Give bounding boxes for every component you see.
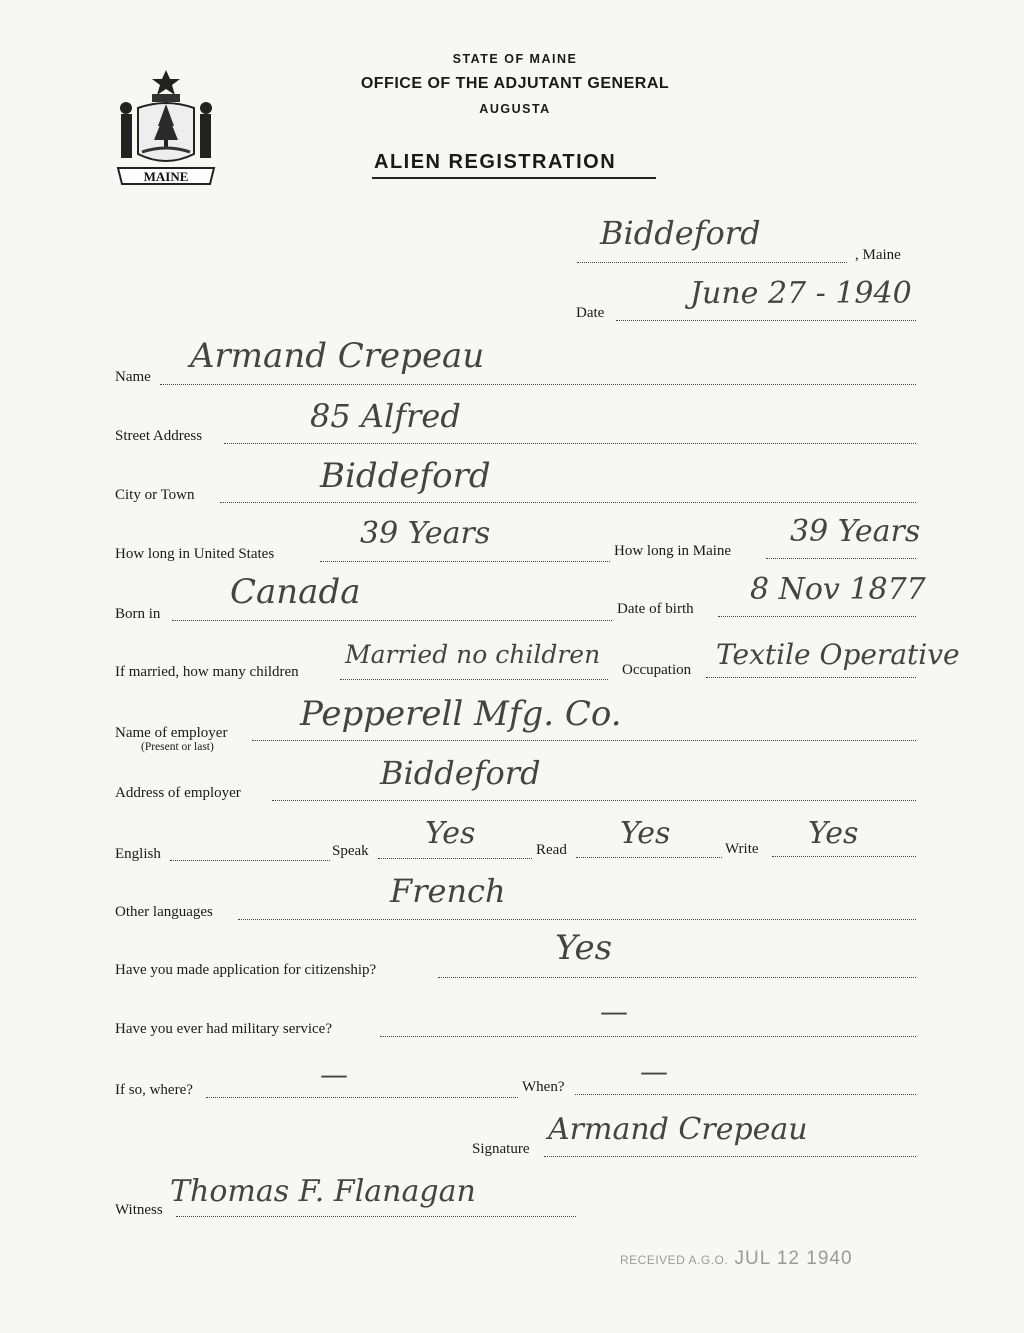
speak-label: Speak xyxy=(332,843,369,859)
where-label: If so, where? xyxy=(115,1082,193,1098)
signature-value: Armand Crepeau xyxy=(548,1112,808,1147)
stamp-date: JUL 12 1940 xyxy=(734,1248,853,1269)
citizenship-value: Yes xyxy=(555,928,613,968)
write-value: Yes xyxy=(808,816,859,851)
street-value: 85 Alfred xyxy=(310,397,461,435)
read-value: Yes xyxy=(620,816,671,851)
employer-value: Pepperell Mfg. Co. xyxy=(300,694,622,734)
place-value: Biddeford xyxy=(600,214,761,252)
place-suffix: , Maine xyxy=(855,247,901,263)
employer-label: Name of employer xyxy=(115,725,228,741)
name-value: Armand Crepeau xyxy=(190,336,485,376)
date-label: Date xyxy=(576,305,605,321)
occupation-label: Occupation xyxy=(622,662,692,678)
born-value: Canada xyxy=(230,572,361,612)
street-label: Street Address xyxy=(115,428,203,444)
military-label: Have you ever had military service? xyxy=(115,1021,332,1037)
us-years-value: 39 Years xyxy=(360,516,491,551)
when-label: When? xyxy=(522,1079,565,1095)
write-label: Write xyxy=(725,841,759,857)
employer-sublabel: (Present or last) xyxy=(141,741,214,753)
citizenship-label: Have you made application for citizenship? xyxy=(115,962,377,978)
received-stamp xyxy=(620,1248,853,1270)
english-label: English xyxy=(115,846,161,862)
us-years-label: How long in United States xyxy=(115,546,275,562)
header-city: AUGUSTA xyxy=(479,102,551,116)
form-title-underline xyxy=(372,177,656,179)
speak-value: Yes xyxy=(425,816,476,851)
maine-state-seal xyxy=(112,68,220,188)
header-office: OFFICE OF THE ADJUTANT GENERAL xyxy=(360,75,670,92)
name-label: Name xyxy=(115,369,151,385)
header-state: STATE OF MAINE xyxy=(452,52,578,66)
witness-label: Witness xyxy=(115,1202,163,1218)
when-value: — xyxy=(640,1055,668,1088)
employer-address-value: Biddeford xyxy=(380,754,541,792)
where-value: — xyxy=(320,1058,348,1091)
maine-years-label: How long in Maine xyxy=(614,543,732,559)
occupation-value: Textile Operative xyxy=(716,638,960,671)
employer-address-label: Address of employer xyxy=(115,785,241,801)
born-label: Born in xyxy=(115,606,161,622)
children-label: If married, how many children xyxy=(115,664,299,680)
stamp-prefix: RECEIVED A.G.O. xyxy=(620,1253,729,1267)
city-label: City or Town xyxy=(115,487,195,503)
witness-value: Thomas F. Flanagan xyxy=(170,1174,476,1209)
maine-years-value: 39 Years xyxy=(790,514,921,549)
seal-text: MAINE xyxy=(143,169,189,184)
other-languages-value: French xyxy=(390,872,506,910)
signature-label: Signature xyxy=(472,1141,530,1157)
dob-value: 8 Nov 1877 xyxy=(750,572,926,607)
military-value: — xyxy=(600,995,628,1028)
city-value: Biddeford xyxy=(320,456,491,496)
date-value: June 27 - 1940 xyxy=(690,276,912,311)
children-value: Married no children xyxy=(345,640,601,669)
other-languages-label: Other languages xyxy=(115,904,213,920)
form-title: ALIEN REGISTRATION xyxy=(374,151,617,173)
dob-label: Date of birth xyxy=(617,601,694,617)
read-label: Read xyxy=(536,842,567,858)
